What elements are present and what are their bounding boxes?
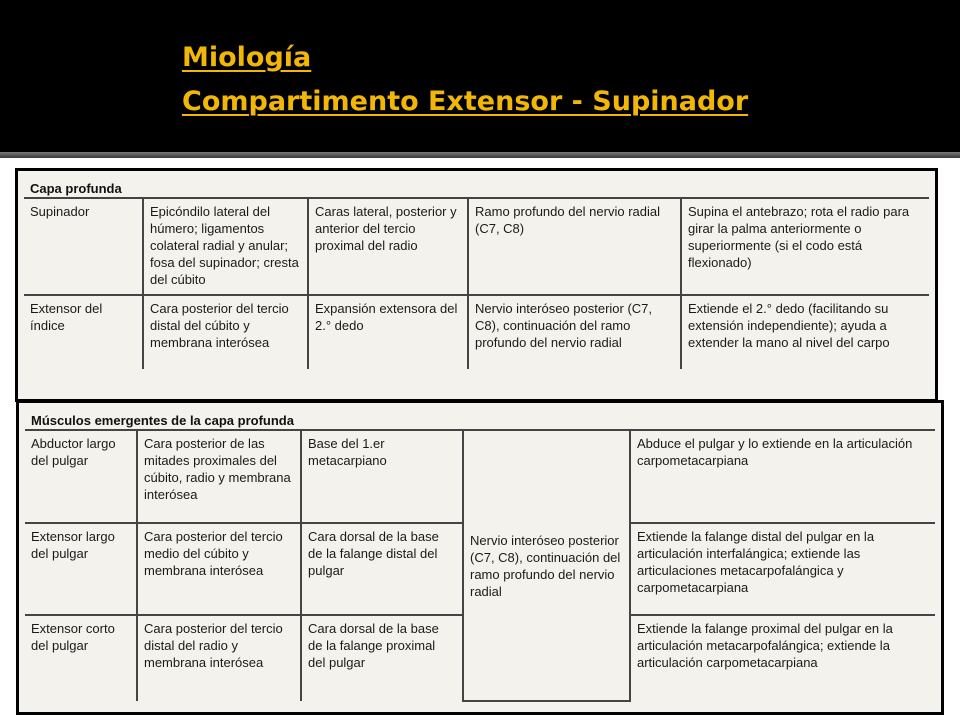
insertion-cell: Base del 1.er metacarpiano (301, 431, 463, 523)
deep-layer-table-panel (15, 168, 938, 402)
table-row (24, 295, 929, 369)
insertion-cell: Caras lateral, posterior y anterior del tercio proximal del radio (308, 199, 468, 295)
action-cell: Abduce el pulgar y lo extiende en la articulación carpometacarpiana (630, 431, 935, 523)
emerging-muscles-table-panel (16, 400, 944, 715)
table-row (24, 199, 929, 295)
action-cell: Supina el antebrazo; rota el radio para girar la palma anteriormente o superiormente (si el codo está flexionado) (681, 199, 929, 295)
slide-content (0, 158, 960, 720)
insertion-cell: Expansión extensora del 2.° dedo (308, 295, 468, 369)
origin-cell: Cara posterior del tercio distal del radio y membrana interósea (137, 615, 301, 701)
origin-cell: Epicóndilo lateral del húmero; ligamentos colateral radial y anular; fosa del supinador; cresta del cúbito (143, 199, 308, 295)
table-header: Músculos emergentes de la capa profunda (25, 409, 935, 431)
origin-cell: Cara posterior del tercio distal del cúbito y membrana interósea (143, 295, 308, 369)
origin-cell: Cara posterior de las mitades proximales del cúbito, radio y membrana interósea (137, 431, 301, 523)
slide-header (0, 0, 960, 150)
action-cell: Extiende la falange proximal del pulgar en la articulación metacarpofalángica; extiende la articulación carpometacarpiana (637, 621, 893, 670)
action-cell: Extiende la falange distal del pulgar en la articulación interfalángica; extiende las articulaciones metacarpofalángica y carpometacarpiana (630, 523, 935, 615)
deep-layer-table (24, 199, 929, 369)
slide-subtitle: Compartimento Extensor - Supinador (182, 86, 749, 117)
origin-cell: Cara posterior del tercio medio del cúbito y membrana interósea (137, 523, 301, 615)
innervation-cell: Ramo profundo del nervio radial (C7, C8) (468, 199, 681, 295)
slide-title: Miología (182, 42, 312, 73)
emerging-muscles-table (25, 431, 935, 702)
shared-innervation-cell: Nervio interóseo posterior (C7, C8), continuación del ramo profundo del nervio radial (463, 431, 630, 701)
table-row (25, 431, 935, 523)
insertion-cell: Cara dorsal de la base de la falange distal del pulgar (301, 523, 463, 615)
muscle-cell: Extensor del índice (24, 295, 143, 369)
muscle-cell: Extensor largo del pulgar (25, 523, 137, 615)
table-header: Capa profunda (24, 177, 929, 199)
muscle-cell: Supinador (24, 199, 143, 295)
muscle-cell: Abductor largo del pulgar (25, 431, 137, 523)
insertion-cell: Cara dorsal de la base de la falange proximal del pulgar (301, 615, 463, 701)
action-cell: Extiende el 2.° dedo (facilitando su extensión independiente); ayuda a extender la mano al nivel del carpo (688, 301, 890, 350)
innervation-cell: Nervio interóseo posterior (C7, C8), continuación del ramo profundo del nervio radial (468, 295, 681, 369)
muscle-cell: Extensor corto del pulgar (25, 615, 137, 701)
